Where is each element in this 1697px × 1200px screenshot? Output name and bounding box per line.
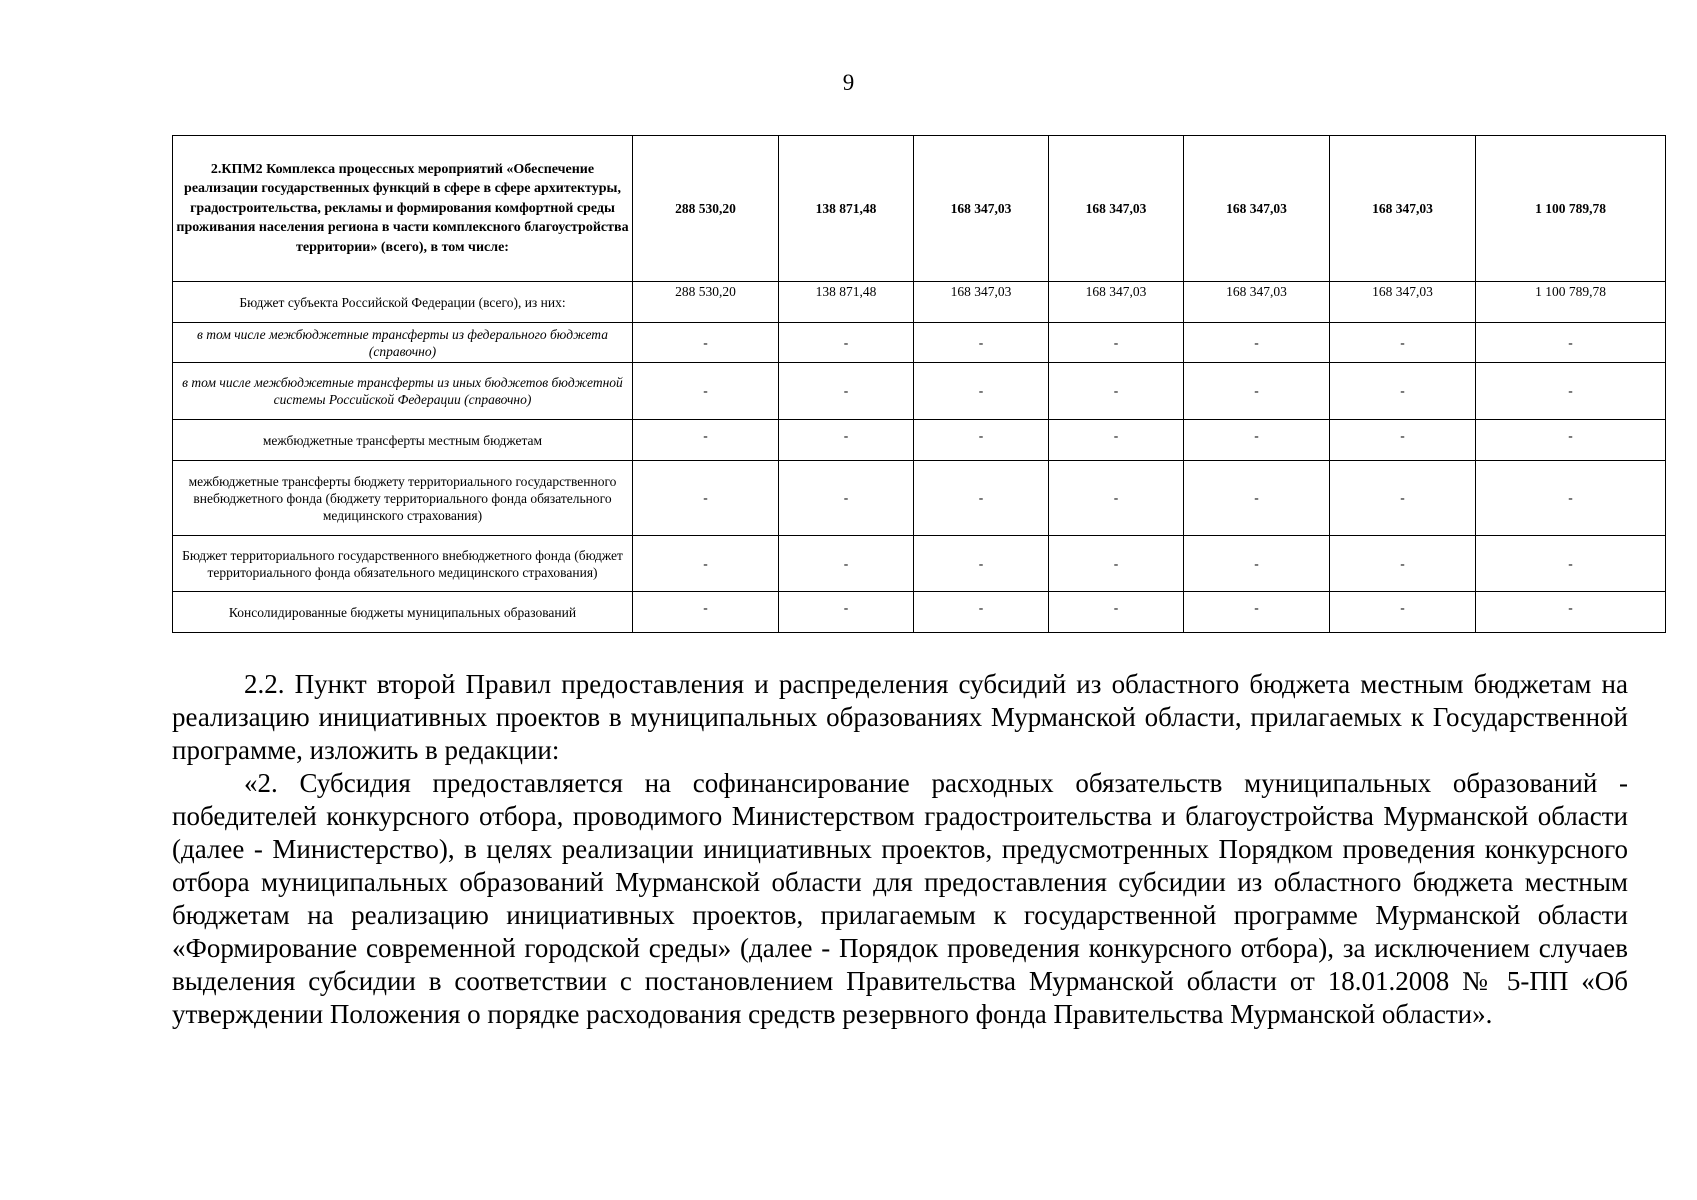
budget-table	[172, 135, 1666, 633]
value-cell: 1 100 789,78	[1476, 136, 1666, 282]
value-cell: -	[633, 323, 779, 363]
value-cell: -	[1330, 363, 1476, 420]
value-cell: -	[1330, 592, 1476, 633]
value-cell: -	[1184, 363, 1330, 420]
value-cell: -	[1330, 536, 1476, 592]
value-cell: -	[633, 363, 779, 420]
row-label: в том числе межбюджетные трансферты из иных бюджетов бюджетной системы Российской Федерации (справочно)	[173, 363, 633, 420]
value-cell: -	[1184, 536, 1330, 592]
value-cell: -	[1330, 323, 1476, 363]
row-label: в том числе межбюджетные трансферты из федерального бюджета (справочно)	[173, 323, 633, 363]
value-cell: 1 100 789,78	[1476, 282, 1666, 323]
value-cell: -	[1476, 420, 1666, 461]
value-cell: -	[1330, 420, 1476, 461]
row-label: межбюджетные трансферты местным бюджетам	[173, 420, 633, 461]
value-cell: 138 871,48	[779, 282, 914, 323]
row-label: Консолидированные бюджеты муниципальных образований	[173, 592, 633, 633]
value-cell: -	[779, 592, 914, 633]
value-cell: -	[1330, 461, 1476, 536]
row-municipal-budgets	[173, 592, 1666, 633]
value-cell: 288 530,20	[633, 136, 779, 282]
value-cell: -	[1184, 420, 1330, 461]
value-cell: -	[779, 536, 914, 592]
value-cell: -	[1049, 420, 1184, 461]
value-cell: 138 871,48	[779, 136, 914, 282]
row-kpm2-total	[173, 136, 1666, 282]
value-cell: -	[779, 363, 914, 420]
row-label: межбюджетные трансферты бюджету территориального государственного внебюджетного фонда (бюджету территориального фонда обязательного медицинского страхования)	[173, 461, 633, 536]
row-label: 2.КПМ2 Комплекса процессных мероприятий «Обеспечение реализации государственных функций в сфере в сфере архитектуры, градостроительства, рекламы и формирования комфортной среды проживания населения региона в части комплексного благоустройства территории» (всего), в том числе:	[173, 136, 633, 282]
paragraph-quote: «2. Субсидия предоставляется на софинансирование расходных обязательств муниципальных образований - победителей конкурсного отбора, проводимого Министерством градостроительства и благоустройства Мурманской области (далее - Министерство), в целях реализации инициативных проектов, предусмотренных Порядком проведения конкурсного отбора муниципальных образований Мурманской области для предоставления субсидии из областного бюджета местным бюджетам на реализацию инициативных проектов, прилагаемым к государственной программе Мурманской области «Формирование современной городской среды» (далее - Порядок проведения конкурсного отбора), за исключением случаев выделения субсидии в соответствии с постановлением Правительства Мурманской области от 18.01.2008 № 5-ПП «Об утверждении Положения о порядке расходования средств резервного фонда Правительства Мурманской области».	[172, 768, 1628, 1029]
row-fund-transfers	[173, 461, 1666, 536]
value-cell: -	[633, 536, 779, 592]
value-cell: 168 347,03	[914, 282, 1049, 323]
body-text	[172, 668, 1628, 1031]
row-federal-transfers	[173, 323, 1666, 363]
page-number: 9	[842, 70, 855, 95]
value-cell: -	[1476, 323, 1666, 363]
value-cell: -	[1184, 592, 1330, 633]
paragraph-2-2: 2.2. Пункт второй Правил предоставления и распределения субсидий из областного бюджета местным бюджетам на реализацию инициативных проектов в муниципальных образованиях Мурманской области, прилагаемых к Государственной программе, изложить в редакции:	[172, 669, 1628, 765]
value-cell: 168 347,03	[1049, 136, 1184, 282]
value-cell: -	[633, 461, 779, 536]
value-cell: -	[914, 592, 1049, 633]
row-local-transfers	[173, 420, 1666, 461]
value-cell: 168 347,03	[1330, 282, 1476, 323]
value-cell: -	[633, 420, 779, 461]
value-cell: -	[1049, 592, 1184, 633]
value-cell: -	[633, 592, 779, 633]
value-cell: 168 347,03	[1184, 282, 1330, 323]
value-cell: 168 347,03	[1049, 282, 1184, 323]
value-cell: -	[1476, 363, 1666, 420]
row-label: Бюджет территориального государственного внебюджетного фонда (бюджет территориального фонда обязательного медицинского страхования)	[173, 536, 633, 592]
value-cell: -	[1049, 461, 1184, 536]
value-cell: -	[779, 323, 914, 363]
value-cell: -	[779, 461, 914, 536]
value-cell: -	[914, 323, 1049, 363]
value-cell: -	[914, 461, 1049, 536]
value-cell: -	[1049, 363, 1184, 420]
value-cell: 168 347,03	[1330, 136, 1476, 282]
value-cell: -	[1476, 592, 1666, 633]
value-cell: -	[1476, 461, 1666, 536]
value-cell: -	[779, 420, 914, 461]
value-cell: -	[1476, 536, 1666, 592]
value-cell: 288 530,20	[633, 282, 779, 323]
value-cell: 168 347,03	[1184, 136, 1330, 282]
value-cell: -	[1184, 461, 1330, 536]
row-territorial-fund-budget	[173, 536, 1666, 592]
row-subject-budget	[173, 282, 1666, 323]
value-cell: -	[1049, 536, 1184, 592]
value-cell: -	[1049, 323, 1184, 363]
row-label: Бюджет субъекта Российской Федерации (всего), из них:	[173, 282, 633, 323]
value-cell: 168 347,03	[914, 136, 1049, 282]
value-cell: -	[914, 363, 1049, 420]
row-other-transfers	[173, 363, 1666, 420]
value-cell: -	[1184, 323, 1330, 363]
value-cell: -	[914, 420, 1049, 461]
value-cell: -	[914, 536, 1049, 592]
